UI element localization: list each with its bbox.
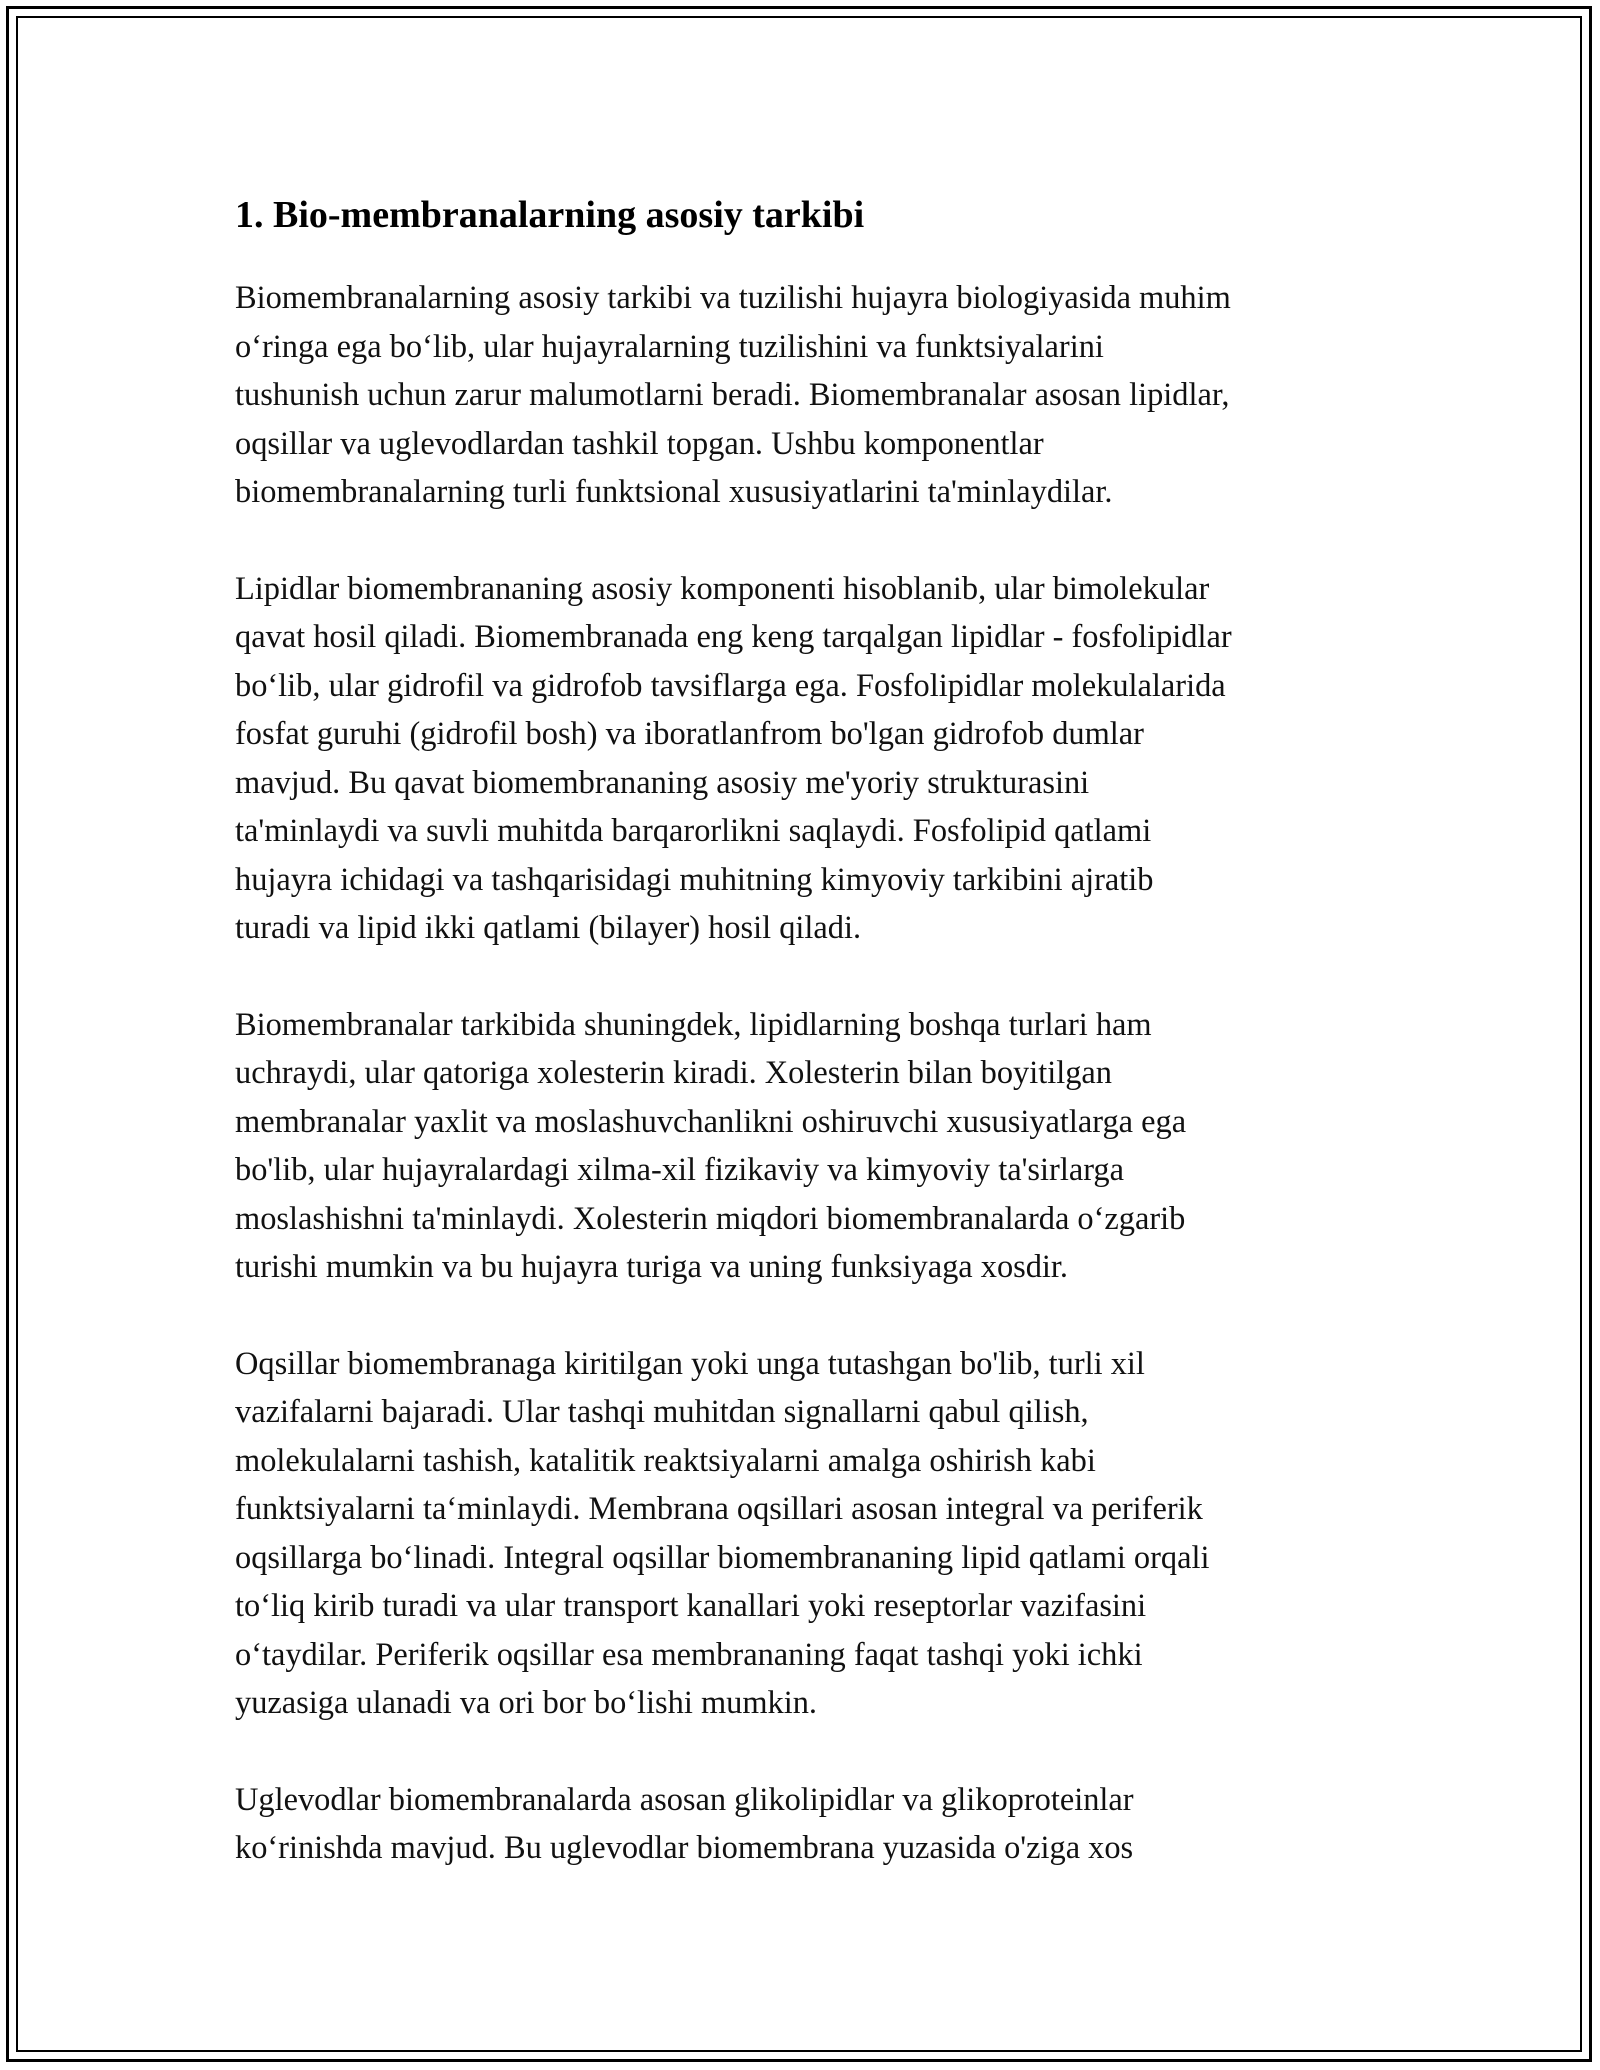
text-line: tushunish uchun zarur malumotlarni beradi. Biomembranalar asosan lipidlar, bbox=[235, 377, 1230, 413]
document-body bbox=[235, 186, 1365, 1921]
text-line: ta'minlaydi va suvli muhitda barqarorlikni saqlaydi. Fosfolipid qatlami bbox=[235, 813, 1152, 849]
text-line: vazifalarni bajaradi. Ular tashqi muhitdan signallarni qabul qilish, bbox=[235, 1394, 1089, 1430]
text-line: funktsiyalarni ta‘minlaydi. Membrana oqsillari asosan integral va periferik bbox=[235, 1491, 1203, 1527]
text-line: o‘taydilar. Periferik oqsillar esa membrananing faqat tashqi yoki ichki bbox=[235, 1636, 1143, 1673]
text-line: membranalar yaxlit va moslashuvchanlikni oshiruvchi xususiyatlarga ega bbox=[235, 1103, 1187, 1140]
paragraph-proteins bbox=[235, 1340, 1365, 1728]
paragraph-cholesterol bbox=[235, 1001, 1365, 1292]
text-line: biomembranalarning turli funktsional xususiyatlarini ta'minlaydilar. bbox=[235, 474, 1113, 510]
text-line: Uglevodlar biomembranalarda asosan glikolipidlar va glikoproteinlar bbox=[235, 1781, 1134, 1818]
text-line: Biomembranalar tarkibida shuningdek, lipidlarning boshqa turlari ham bbox=[235, 1006, 1152, 1043]
text-line: to‘liq kirib turadi va ular transport kanallari yoki reseptorlar vazifasini bbox=[235, 1588, 1147, 1624]
text-line: o‘ringa ega bo‘lib, ular hujayralarning tuzilishini va funktsiyalarini bbox=[235, 328, 1104, 365]
text-line: turadi va lipid ikki qatlami (bilayer) hosil qiladi. bbox=[235, 910, 862, 946]
paragraph-lipids bbox=[235, 565, 1365, 953]
text-line: hujayra ichidagi va tashqarisidagi muhitning kimyoviy tarkibini ajratib bbox=[235, 861, 1154, 898]
text-line: qavat hosil qiladi. Biomembranada eng keng tarqalgan lipidlar - fosfolipidlar bbox=[235, 619, 1232, 655]
text-line: Lipidlar biomembrananing asosiy komponenti hisoblanib, ular bimolekular bbox=[235, 570, 1210, 607]
paragraph-intro bbox=[235, 274, 1365, 517]
text-line: molekulalarni tashish, katalitik reaktsiyalarni amalga oshirish kabi bbox=[235, 1442, 1096, 1479]
text-line: Biomembranalarning asosiy tarkibi va tuzilishi hujayra biologiyasida muhim bbox=[235, 280, 1231, 316]
text-line: oqsillarga bo‘linadi. Integral oqsillar biomembrananing lipid qatlami orqali bbox=[235, 1539, 1210, 1576]
section-heading: 1. Bio-membranalarning asosiy tarkibi bbox=[235, 194, 865, 236]
text-line: mavjud. Bu qavat biomembrananing asosiy me'yoriy strukturasini bbox=[235, 764, 1090, 801]
text-line: uchraydi, ular qatoriga xolesterin kiradi. Xolesterin bilan boyitilgan bbox=[235, 1055, 1112, 1091]
text-line: fosfat guruhi (gidrofil bosh) va iboratlanfrom bo'lgan gidrofob dumlar bbox=[235, 716, 1144, 752]
text-line: oqsillar va uglevodlardan tashkil topgan. Ushbu komponentlar bbox=[235, 425, 1044, 462]
text-line: bo'lib, ular hujayralardagi xilma-xil fizikaviy va kimyoviy ta'sirlarga bbox=[235, 1152, 1124, 1188]
text-line: moslashishni ta'minlaydi. Xolesterin miqdori biomembranalarda o‘zgarib bbox=[235, 1200, 1186, 1237]
text-line: yuzasiga ulanadi va ori bor bo‘lishi mumkin. bbox=[235, 1685, 818, 1721]
text-line: ko‘rinishda mavjud. Bu uglevodlar biomembrana yuzasida o'ziga xos bbox=[235, 1830, 1134, 1866]
text-line: bo‘lib, ular gidrofil va gidrofob tavsiflarga ega. Fosfolipidlar molekulalarida bbox=[235, 667, 1226, 704]
paragraph-carbohydrates bbox=[235, 1776, 1365, 1873]
text-line: Oqsillar biomembranaga kiritilgan yoki unga tutashgan bo'lib, turli xil bbox=[235, 1345, 1145, 1382]
text-line: turishi mumkin va bu hujayra turiga va uning funksiyaga xosdir. bbox=[235, 1249, 1069, 1285]
